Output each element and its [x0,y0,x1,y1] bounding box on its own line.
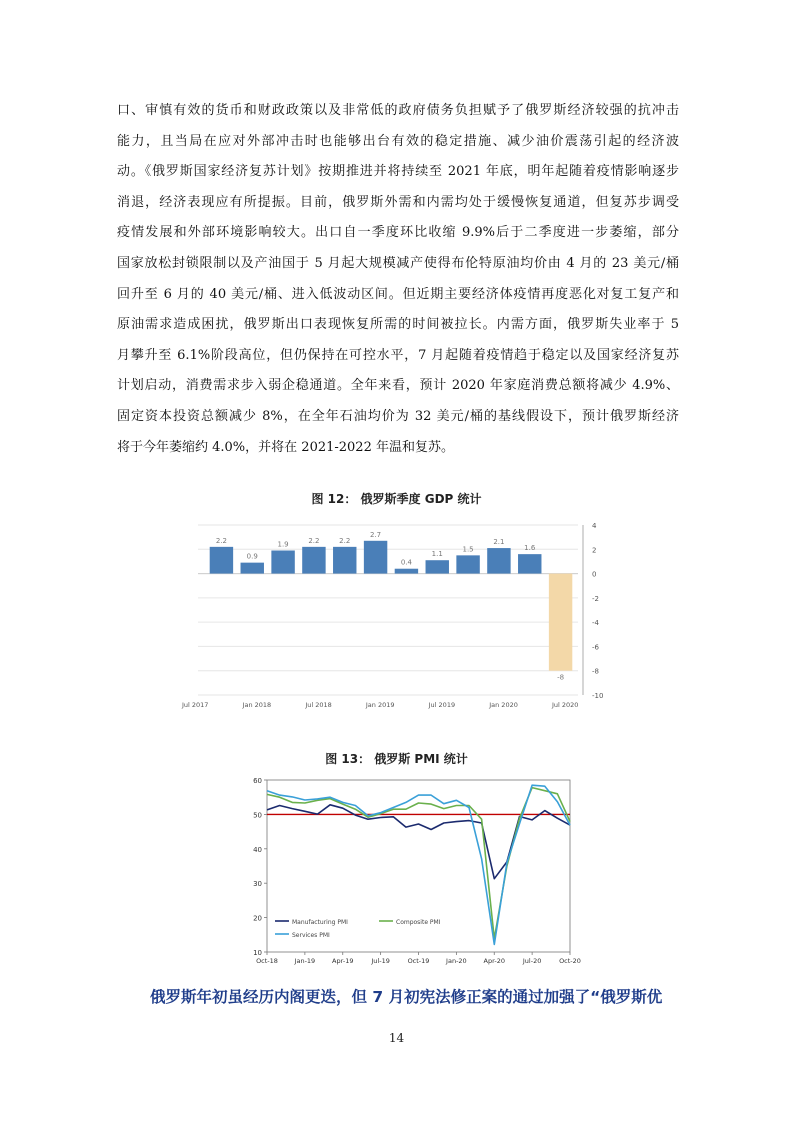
x-tick-label: Jan 2019 [365,701,395,709]
bar-value-label: 2.2 [339,536,351,545]
x-tick-label: Jan-19 [294,957,316,965]
pmi-line-chart [245,770,585,970]
bar-value-label: 0.4 [400,558,412,567]
body-line: 将于今年萎缩约 4.0%，并将在 2021-2022 年温和复苏。 [117,439,454,455]
bar-value-label: 1.1 [431,550,443,559]
bar-value-label: 1.6 [524,544,536,553]
body-line: 能力，且当局在应对外部冲击时也能够出台有效的稳定措施、减少油价震荡引起的经济波 [117,133,679,149]
body-line: 动。《俄罗斯国家经济复苏计划》按期推进并将持续至 2021 年底，明年起随着疫情影响逐步 [117,164,679,180]
body-line: 固定资本投资总额减少 8%，在全年石油均价为 32 美元/桶的基线假设下，预计俄罗斯经济 [117,408,679,424]
body-line: 原油需求造成困扰，俄罗斯出口表现恢复所需的时间被拉长。内需方面，俄罗斯失业率于 5 [117,317,679,333]
x-tick-label: Apr-20 [483,957,505,965]
body-line: 消退，经济表现应有所提振。目前，俄罗斯外需和内需均处于缓慢恢复通道，但复苏步调受 [117,194,679,210]
y-tick-label: -4 [592,619,599,628]
body-line: 月攀升至 6.1%阶段高位，但仍保持在可控水平，7 月起随着疫情趋于稳定以及国家经济复苏 [117,347,679,363]
y-tick-label: 50 [253,811,262,820]
bar-value-label: -8 [557,673,565,682]
y-tick-label: 30 [253,880,262,889]
x-tick-label: Jul-19 [371,957,390,965]
x-tick-label: Oct-19 [407,957,430,965]
gdp-bar [271,551,294,574]
bar-value-label: 2.7 [370,530,382,539]
body-line: 疫情发展和外部环境影响较大。出口自一季度环比收缩 9.9%后于二季度进一步萎缩，部分 [117,225,679,241]
bar-value-label: 2.1 [493,538,505,547]
x-tick-label: Oct-18 [256,957,278,965]
gdp-bar [302,547,325,574]
x-tick-label: Jul 2017 [181,701,209,709]
gdp-bar [487,548,510,574]
gdp-bar [364,541,387,574]
x-tick-label: Jan 2018 [242,701,272,709]
y-tick-label: 20 [253,914,262,923]
y-tick-label: 40 [253,845,262,854]
y-tick-label: -10 [592,692,604,700]
y-tick-label: -6 [592,643,599,652]
gdp-bar [426,560,449,573]
gdp-bar [210,547,233,574]
legend-label: Composite PMI [396,919,441,926]
bar-value-label: 1.5 [462,545,474,554]
body-line: 口、审慎有效的货币和财政政策以及非常低的政府债务负担赋予了俄罗斯经济较强的抗冲击 [117,103,679,118]
y-tick-label: -2 [592,594,599,603]
y-tick-label: 0 [592,570,597,579]
bar-value-label: 1.9 [277,540,289,549]
y-tick-label: 4 [592,522,597,530]
y-tick-label: -8 [592,667,599,676]
body-line: 计划启动，消费需求步入弱企稳通道。全年来看，预计 2020 年家庭消费总额将减少 4.9%、 [117,378,679,394]
body-line: 回升至 6 月的 40 美元/桶、进入低波动区间。但近期主要经济体疫情再度恶化对复工复产和 [117,286,679,302]
x-tick-label: Apr-19 [332,957,354,965]
bar-value-label: 2.2 [215,536,227,545]
gdp-bar-chart [180,515,620,715]
gdp-bar [395,569,418,574]
gdp-bar [241,563,264,574]
x-tick-label: Jul 2018 [305,701,332,709]
series-line-manufacturing-pmi [267,805,570,879]
x-tick-label: Jul 2020 [551,701,579,709]
y-tick-label: 2 [592,546,597,555]
x-tick-label: Oct-20 [559,957,581,965]
gdp-bar [333,547,356,574]
figure13-title: 图 13： 俄罗斯 PMI 统计 [325,752,468,766]
body-paragraph [117,96,679,463]
figure12-title: 图 12： 俄罗斯季度 GDP 统计 [311,492,482,506]
x-tick-label: Jan 2020 [489,701,518,709]
section-heading: 俄罗斯年初虽经历内阁更迭，但 7 月初宪法修正案的通过加强了“俄罗斯优 [150,988,663,1006]
x-tick-label: Jan-20 [446,957,467,965]
x-tick-label: Jul 2019 [428,701,456,709]
legend-box [271,912,451,944]
bar-value-label: 0.9 [246,552,258,561]
legend-label: Manufacturing PMI [292,919,348,926]
x-tick-label: Jul-20 [522,957,542,965]
gdp-bar [518,554,541,573]
page-number: 14 [388,1031,405,1045]
gdp-bar [549,574,572,671]
body-line: 国家放松封锁限制以及产油国于 5 月起大规模减产使得布伦特原油均价由 4 月的 23 美元/桶 [117,255,679,271]
gdp-bar [456,555,479,573]
legend-label: Services PMI [292,932,330,939]
y-tick-label: 60 [253,777,262,785]
y-tick-label: 10 [253,949,262,957]
bar-value-label: 2.2 [308,536,320,545]
